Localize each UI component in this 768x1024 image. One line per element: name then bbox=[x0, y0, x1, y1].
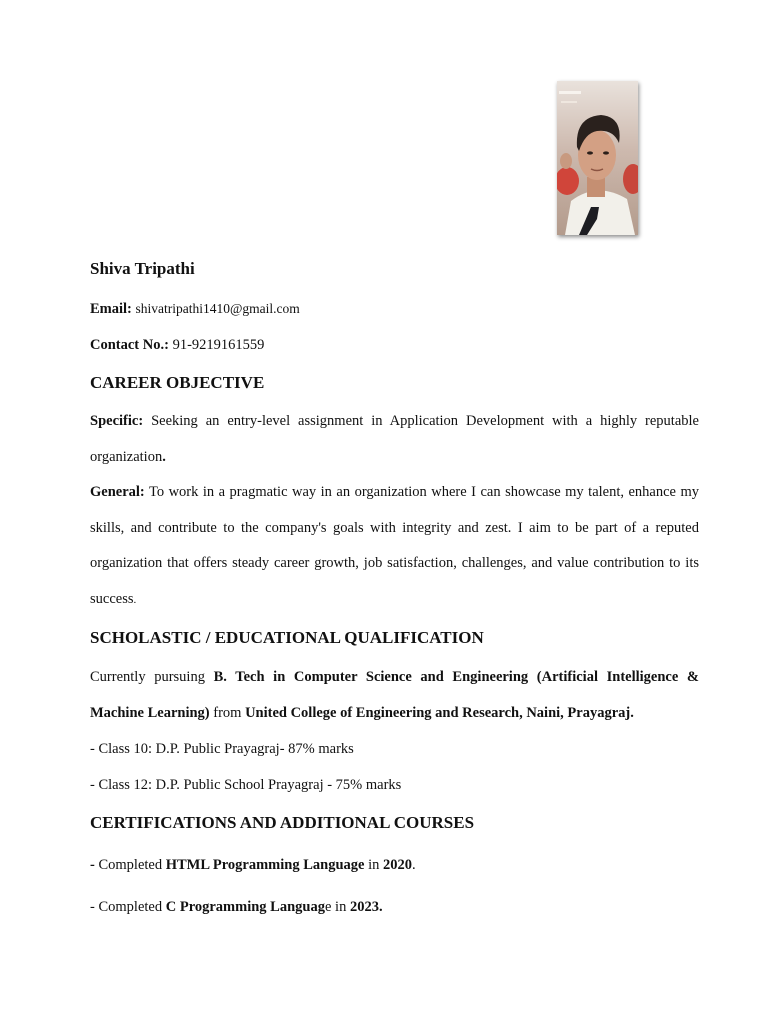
specific-end: . bbox=[162, 448, 166, 465]
cert-course: HTML Programming Language bbox=[165, 857, 365, 873]
contact-line bbox=[90, 337, 264, 354]
general-end: . bbox=[133, 594, 137, 607]
cert-year: 2023 bbox=[349, 899, 379, 915]
general-objective bbox=[90, 475, 699, 619]
cert-course-tail: e bbox=[324, 899, 332, 915]
class-12-entry: - Class 12: D.P. Public School Prayagraj - 75% marks bbox=[90, 777, 402, 793]
email-line bbox=[90, 301, 300, 318]
cert-course: C Programming Languag bbox=[165, 899, 325, 915]
certification-item bbox=[90, 899, 383, 916]
candidate-name: Shiva Tripathi bbox=[90, 259, 195, 278]
general-text: To work in a pragmatic way in an organization where I can showcase my talent, enhance my skills, and contribute to the company's goals with integrity and zest. I aim to be part of a reputed organization that offers steady career growth, job satisfaction, challenges, and value contribution to its success bbox=[90, 484, 699, 608]
from-word: from bbox=[213, 704, 242, 721]
certifications-heading: CERTIFICATIONS AND ADDITIONAL COURSES bbox=[90, 813, 475, 832]
cert-prefix: Completed bbox=[98, 857, 163, 873]
specific-label: Specific: bbox=[90, 413, 144, 429]
pursuing-prefix: Currently pursuing bbox=[90, 669, 205, 685]
email-value: shivatripathi1410@gmail.com bbox=[135, 301, 300, 316]
education-heading: SCHOLASTIC / EDUCATIONAL QUALIFICATION bbox=[90, 628, 484, 647]
contact-value: 91-9219161559 bbox=[172, 337, 265, 353]
general-label: General: bbox=[90, 484, 145, 500]
email-label: Email: bbox=[90, 301, 132, 317]
cert-end: . bbox=[411, 857, 416, 873]
profile-photo bbox=[557, 81, 638, 235]
cert-in-word: in bbox=[368, 857, 380, 873]
cert-end: . bbox=[378, 899, 383, 915]
cert-in-word: in bbox=[335, 899, 347, 915]
education-pursuing bbox=[90, 660, 699, 731]
contact-label: Contact No.: bbox=[90, 337, 169, 353]
specific-text: Seeking an entry-level assignment in Application Development with a highly reputable organization bbox=[90, 413, 699, 465]
degree-name: B. Tech in Computer Science and Engineering (Artificial Intelligence & Machine Learning) bbox=[90, 669, 699, 721]
college-name: United College of Engineering and Research, Naini, Prayagraj. bbox=[245, 704, 634, 721]
cert-year: 2020 bbox=[382, 857, 412, 873]
career-objective-heading: CAREER OBJECTIVE bbox=[90, 373, 265, 392]
specific-objective bbox=[90, 404, 699, 475]
certification-item bbox=[90, 857, 416, 874]
cert-prefix: Completed bbox=[98, 899, 163, 915]
class-10-entry: - Class 10: D.P. Public Prayagraj- 87% marks bbox=[90, 741, 354, 757]
cert-dash: - bbox=[90, 899, 95, 915]
cert-dash: - bbox=[90, 857, 95, 873]
